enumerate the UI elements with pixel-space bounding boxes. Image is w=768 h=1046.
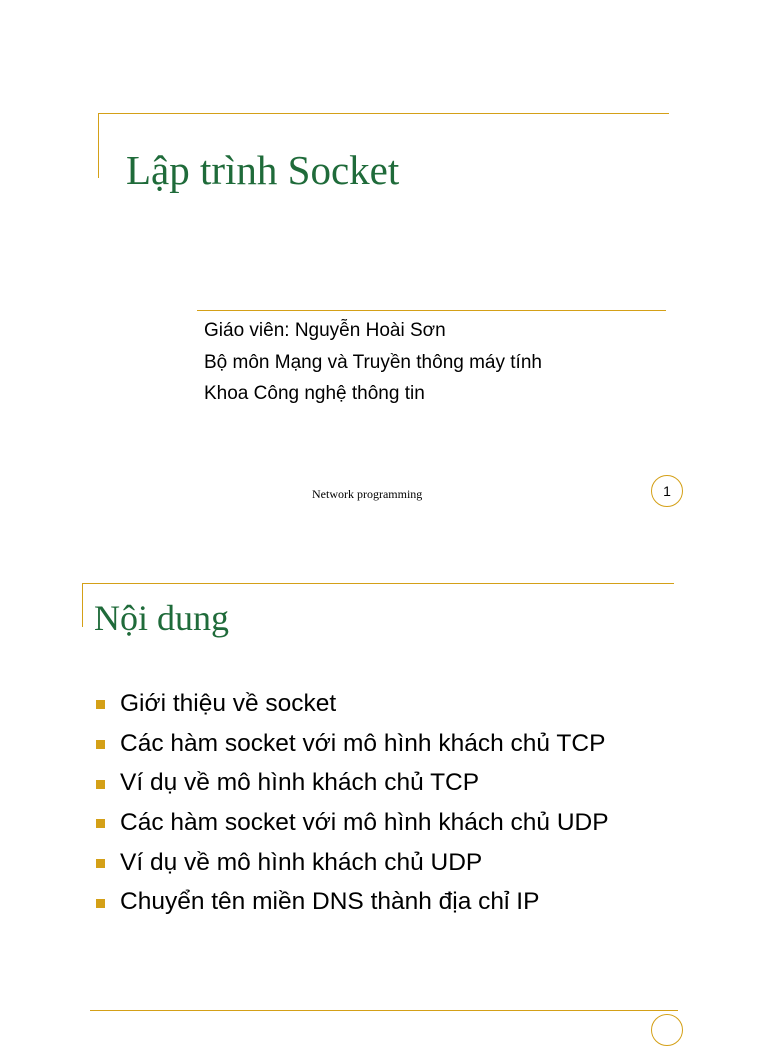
slide-title: Nội dung bbox=[94, 598, 229, 638]
title-left-rule bbox=[82, 583, 83, 627]
list-item bbox=[96, 763, 609, 803]
footer-text: Network programming bbox=[312, 487, 423, 501]
faculty-line: Khoa Công nghệ thông tin bbox=[204, 383, 425, 404]
title-top-rule bbox=[98, 113, 669, 114]
square-bullet-icon bbox=[96, 899, 105, 908]
square-bullet-icon bbox=[96, 780, 105, 789]
list-item-label: Chuyển tên miền DNS thành địa chỉ IP bbox=[120, 888, 540, 916]
list-item-label: Giới thiệu về socket bbox=[120, 689, 337, 717]
list-item bbox=[96, 882, 609, 922]
list-item bbox=[96, 724, 609, 764]
square-bullet-icon bbox=[96, 740, 105, 749]
department-line: Bộ môn Mạng và Truyền thông máy tính bbox=[204, 351, 542, 373]
list-item-label: Các hàm socket với mô hình khách chủ TCP bbox=[120, 729, 606, 757]
subtitle-top-rule bbox=[197, 310, 666, 311]
content-list bbox=[96, 684, 609, 922]
slide-title: Lập trình Socket bbox=[126, 147, 400, 193]
list-item-label: Các hàm socket với mô hình khách chủ UDP bbox=[120, 808, 609, 836]
teacher-line: Giáo viên: Nguyễn Hoài Sơn bbox=[204, 320, 446, 341]
list-item bbox=[96, 684, 609, 724]
square-bullet-icon bbox=[96, 700, 105, 709]
footer-rule bbox=[90, 1010, 678, 1011]
page-number bbox=[651, 1014, 683, 1046]
page-number-label: 1 bbox=[663, 483, 671, 499]
title-left-rule bbox=[98, 113, 99, 178]
list-item bbox=[96, 803, 609, 843]
page-number bbox=[651, 475, 683, 507]
presenter-info bbox=[204, 315, 542, 410]
list-item-label: Ví dụ về mô hình khách chủ UDP bbox=[120, 848, 483, 876]
square-bullet-icon bbox=[96, 859, 105, 868]
square-bullet-icon bbox=[96, 819, 105, 828]
list-item-label: Ví dụ về mô hình khách chủ TCP bbox=[120, 769, 480, 797]
list-item bbox=[96, 843, 609, 883]
title-top-rule bbox=[82, 583, 674, 584]
